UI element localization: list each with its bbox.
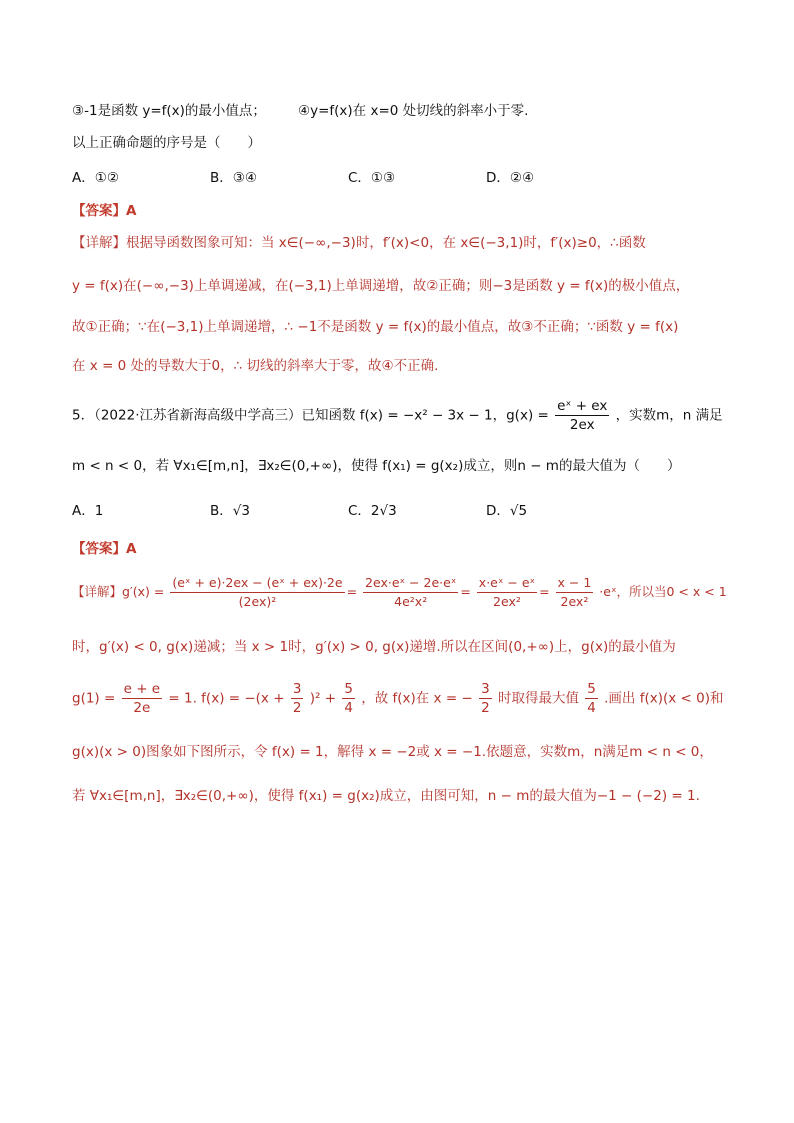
q5-d3-fraction-5 [585,680,598,717]
q5-d3-c: )² + [309,690,337,707]
q5-d3-f4-den: 2 [481,700,490,716]
q5-g-fraction [555,397,609,434]
q4-question: 以上正确命题的序号是（ ） [72,135,261,151]
q5-d3-f4-num: 3 [481,681,490,697]
q5-d3-f5-den: 4 [587,700,596,716]
q5-detail-line-5: 若 ∀x₁∈[m,n]，∃x₂∈(0,+∞)，使得 f(x₁) = g(x₂)成立，由图可知，n − m的最大值为−1 − (−2) = 1. [72,788,700,804]
q4-option-c: C．①③ [348,170,396,186]
q5-option-b: B．√3 [210,503,250,519]
q5-d3-b: = 1. f(x) = −(x + [168,690,285,707]
q5-d3-f: .画出 f(x)(x < 0)和 [604,690,724,707]
q5-detail-line-4: g(x)(x > 0)图象如下图所示，令 f(x) = 1，解得 x = −2或 x = −1.依题意，实数m，n满足m < n < 0， [72,744,713,760]
q4-item-4-text: ④y=f(x)在 x=0 处切线的斜率小于零. [298,103,529,119]
q5-d3-d: ，故 f(x)在 x = − [361,690,473,707]
q5-detail-line-2: 时，g′(x) < 0, g(x)递减；当 x > 1时，g′(x) > 0, g(x)递增.所以在区间(0,+∞)上，g(x)的最小值为 [72,639,676,655]
q5-d3-f3-num: 5 [344,681,353,697]
q5-d1-f1-num: (eˣ + e)·2ex − (eˣ + ex)·2e [170,574,344,593]
q5-option-a: A．1 [72,503,104,519]
q5-option-d: D．√5 [486,503,528,519]
q5-detail-line-1: 【详解】g′(x) = $\frac{\text{(eˣ + e)·2ex − (eˣ + ex)·2e}}{\text{(2ex)²}}$ = $\frac{\text{2ex·eˣ − 2e·eˣ}}{\text{4e²x²}}$ = $\frac{\text{x·eˣ − eˣ}}{\text{2ex²}}$ = $\frac{x - 1}{\text{2ex²}}$ ·eˣ，所以当0 < x < 1 [72,575,727,609]
q5-d1-tail: ·eˣ，所以当0 < x < 1 [599,584,727,599]
q5-answer: 【答案】A [72,541,137,557]
q4-option-a: A．①② [72,170,119,186]
q5-d3-fraction-4 [479,680,492,717]
q5-stem-line-1 [72,397,723,434]
q5-d1-f3-den: 2ex² [493,594,521,609]
q5-d1-fraction-4 [556,574,594,611]
q4-detail-line-3: 故①正确；∵在(−3,1)上单调递增，∴ −1不是函数 y = f(x)的最小值点，故③不正确；∵函数 y = f(x) [72,319,679,335]
q4-detail-line-1: 【详解】根据导函数图象可知：当 x∈(−∞,−3)时，f′(x)<0，在 x∈(−3,1)时，f′(x)≥0，∴函数 [72,235,646,251]
q5-d3-a: g(1) = [72,690,116,707]
q5-stem-line-2: m < n < 0，若 ∀x₁∈[m,n]，∃x₂∈(0,+∞)，使得 f(x₁) = g(x₂)成立，则n − m的最大值为（ ） [72,458,681,474]
q5-d1-fraction-3 [477,574,537,611]
q5-detail-line-3 [72,680,724,717]
q5-d1-lead: 【详解】g′(x) = [72,584,165,599]
q5-d1-f2-den: 4e²x² [394,594,428,609]
q5-d3-e: 时取得最大值 [497,690,579,707]
q5-d1-f3-num: x·eˣ − eˣ [477,574,537,593]
q5-d3-f5-num: 5 [587,681,596,697]
q5-d1-f4-den: 2ex² [560,594,589,609]
q4-answer: 【答案】A [72,203,137,219]
q5-d3-f3-den: 4 [344,700,353,716]
q5-d1-f4-num: x − 1 [556,574,594,593]
q5-g-denominator: 2ex [569,417,595,433]
q5-d3-f2-num: 3 [292,681,302,697]
q4-option-d: D．②④ [486,170,535,186]
q4-item-3-text: ③-1是函数 y=f(x)的最小值点； [72,103,266,119]
q5-d1-f1-den: (2ex)² [238,594,277,609]
q5-d1-fraction-2 [363,574,458,611]
q4-detail-line-4: 在 x = 0 处的导数大于0，∴ 切线的斜率大于零，故④不正确. [72,358,439,374]
q5-stem-b: ，实数m，n 满足 [615,407,723,424]
q5-d3-fraction-3 [342,680,355,717]
q5-d3-f2-den: 2 [292,700,302,716]
q5-d1-fraction-1 [170,574,344,611]
q5-stem-a: 5．（2022·江苏省新海高级中学高三）已知函数 f(x) = −x² − 3x − 1，g(x) = [72,407,549,424]
q4-item-3 [72,101,266,121]
q5-d3-fraction-2 [291,680,304,717]
q5-d3-f1-den: 2e [133,700,151,716]
q4-item-4 [298,101,528,121]
q5-d1-f2-num: 2ex·eˣ − 2e·eˣ [363,574,458,593]
q5-d3-fraction-1 [122,680,163,717]
q5-g-numerator: eˣ + ex [557,398,608,414]
q5-d3-f1-num: e + e [123,681,161,697]
q5-option-c: C．2√3 [348,503,397,519]
q4-option-b: B．③④ [210,170,257,186]
q4-detail-line-2: y = f(x)在(−∞,−3)上单调递减，在(−3,1)上单调递增，故②正确；则−3是函数 y = f(x)的极小值点， [72,278,690,294]
